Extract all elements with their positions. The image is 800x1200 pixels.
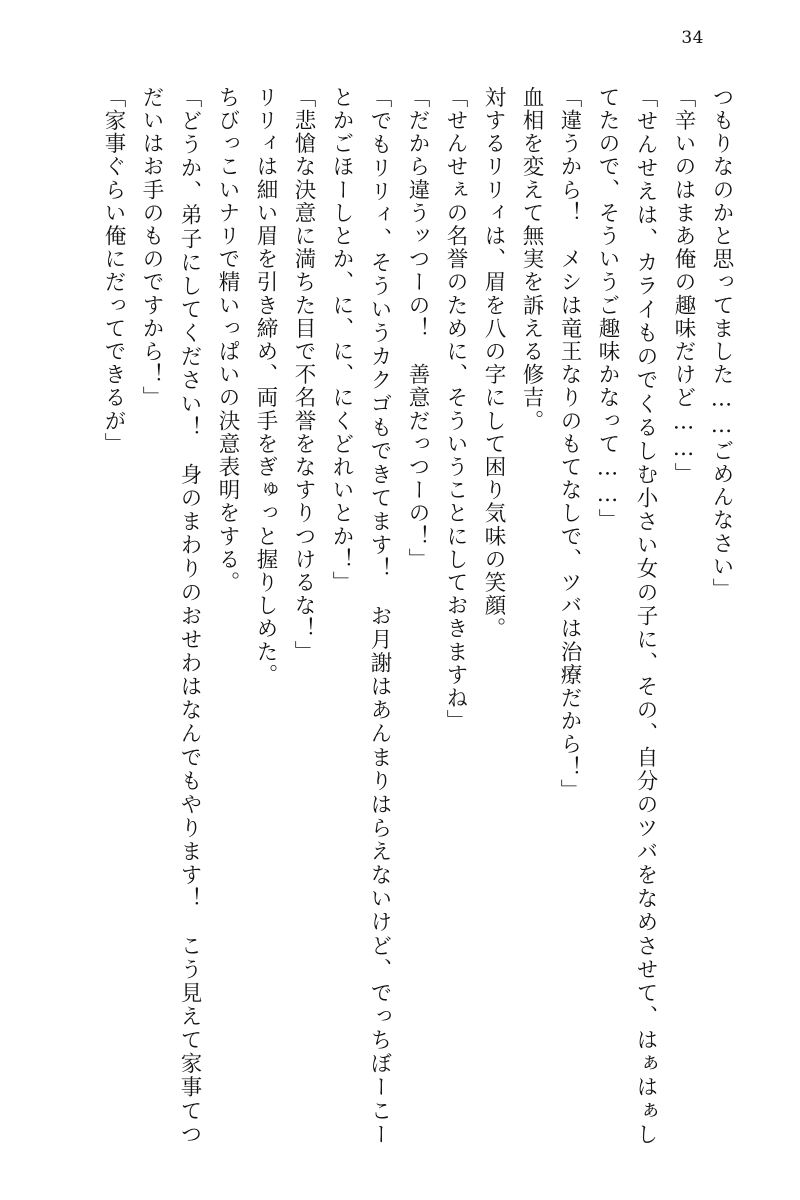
paragraph: ちびっこいナリで精いっぱいの決意表明をする。 (215, 86, 240, 595)
paragraph: 「だから違うッつーの！ 善意だっつーの！」 (405, 86, 430, 572)
paragraph: 「せんせえは、カライものでくるしむ小さい女の子に、その、自分のツバをなめさせて、はぁはぁしてたので、そういうご趣味かなって……」 (595, 86, 658, 1146)
paragraph: つもりなのかと思ってました……ごめんなさい」 (709, 86, 734, 602)
paragraph: リリィは細い眉を引き締め、両手をぎゅっと握りしめた。 (253, 86, 278, 687)
paragraph: 「せんせぇの名誉のために、そういうことにしておきますね」 (443, 86, 468, 733)
paragraph: 「違うから！ メシは竜王なりのもてなしで、ツバは治療だから！」 (557, 86, 582, 803)
page-number: 34 (681, 28, 704, 48)
paragraph: 「家事ぐらい俺にだってできるが」 (101, 86, 126, 456)
paragraph: 「辛いのはまあ俺の趣味だけど……」 (671, 86, 696, 486)
paragraph: 「でもリリィ、そういうカクゴもできてます！ お月謝はあんまりはらえないけど、でっちぼーこーとかごほーしとか、に、に、にくどれいとか！」 (329, 86, 392, 1146)
page-text-body (60, 86, 740, 1146)
paragraph: 対するリリィは、眉を八の字にして困り気味の笑顔。 (481, 86, 506, 641)
paragraph: 血相を変えて無実を訴える修吉。 (519, 86, 544, 433)
paragraph: 「どうか、弟子にしてください！ 身のまわりのおせわはなんでもやります！ こう見えて家事てつだいはお手のものですから！」 (139, 86, 202, 1146)
paragraph: 「悲愴な決意に満ちた目で不名誉をなすりつけるな！」 (291, 86, 316, 664)
